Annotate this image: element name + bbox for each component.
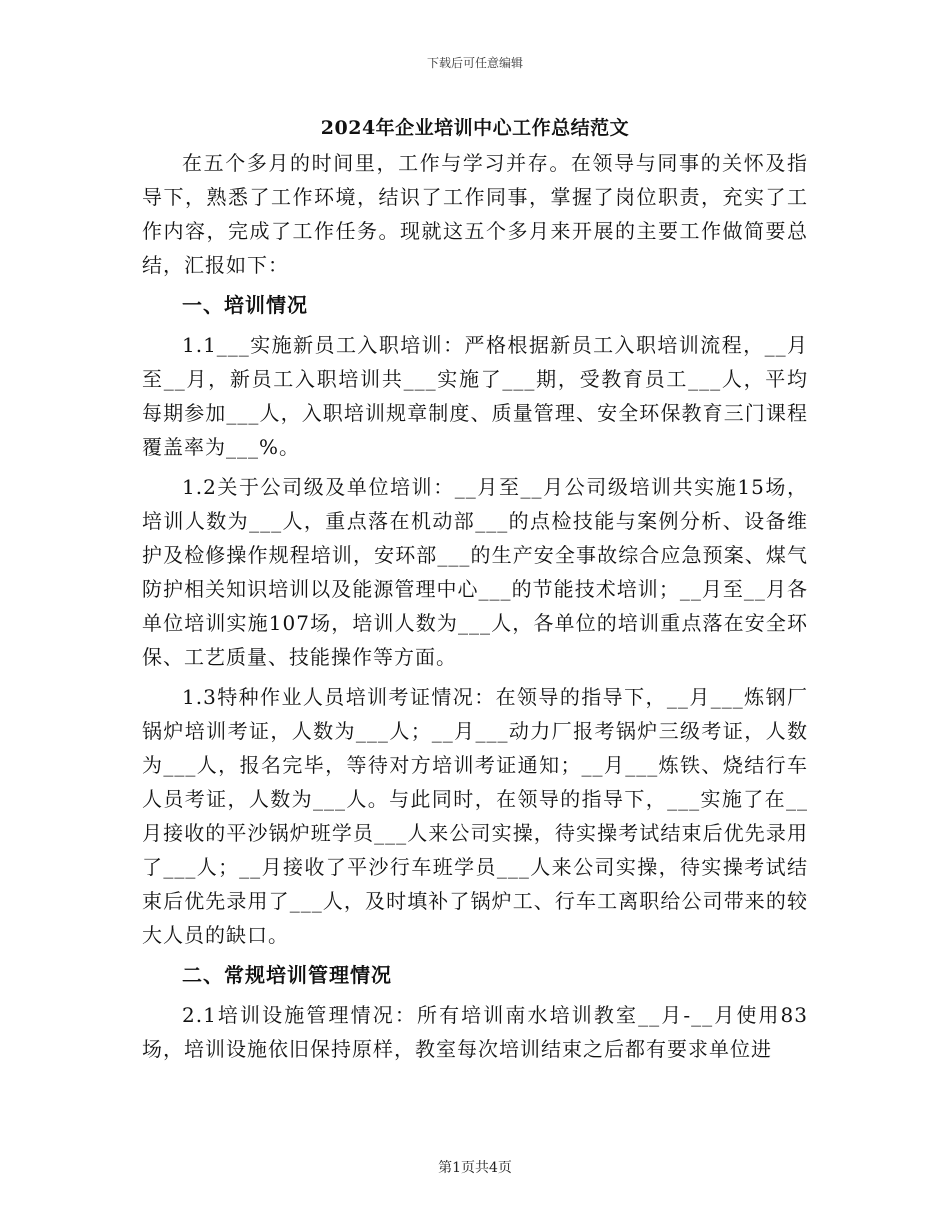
header-note: 下载后可任意编辑 (426, 56, 523, 70)
paragraph-1-2: 1.2关于公司级及单位培训：__月至__月公司级培训共实施15场，培训人数为___人，重点落在机动部___的点检技能与案例分析、设备维护及检修操作规程培训，安环部___的生产安全事故综合应急预案、煤气防护相关知识培训以及能源管理中心___的节能技术培训；__月至__月各单位培训实施107场，培训人数为___人，各单位的培训重点落在安全环保、工艺质量、技能操作等方面。 (142, 475, 808, 669)
paragraph-2-1: 2.1培训设施管理情况：所有培训南水培训教室__月-__月使用83场，培训设施依旧保持原样，教室每次培训结束之后都有要求单位进 (142, 1003, 808, 1061)
section-heading-training: 一、培训情况 (182, 293, 308, 317)
section-heading-routine-management: 二、常规培训管理情况 (182, 963, 392, 987)
document-body (142, 112, 808, 1066)
paragraph-1-3: 1.3特种作业人员培训考证情况：在领导的指导下，__月___炼钢厂锅炉培训考证，人数为___人；__月___动力厂报考锅炉三级考证，人数为___人，报名完毕，等待对方培训考证通知；__月___炼铁、烧结行车人员考证，人数为___人。与此同时，在领导的指导下，___实施了在__月接收的平沙锅炉班学员___人来公司实操，待实操考试结束后优先录用了___人；__月接收了平沙行车班学员___人来公司实操，待实操考试结束后优先录用了___人，及时填补了锅炉工、行车工离职给公司带来的较大人员的缺口。 (142, 685, 808, 947)
intro-paragraph: 在五个多月的时间里，工作与学习并存。在领导与同事的关怀及指导下，熟悉了工作环境，结识了工作同事，掌握了岗位职责，充实了工作内容，完成了工作任务。现就这五个多月来开展的主要工作做简要总结，汇报如下： (142, 151, 808, 277)
page-footer: 第1页共4页 (438, 1160, 512, 1176)
document-title: 2024年企业培训中心工作总结范文 (320, 117, 630, 139)
paragraph-1-1: 1.1___实施新员工入职培训：严格根据新员工入职培训流程，__月至__月，新员工入职培训共___实施了___期，受教育员工___人，平均每期参加___人，入职培训规章制度、质量管理、安全环保教育三门课程覆盖率为___%。 (142, 333, 808, 459)
